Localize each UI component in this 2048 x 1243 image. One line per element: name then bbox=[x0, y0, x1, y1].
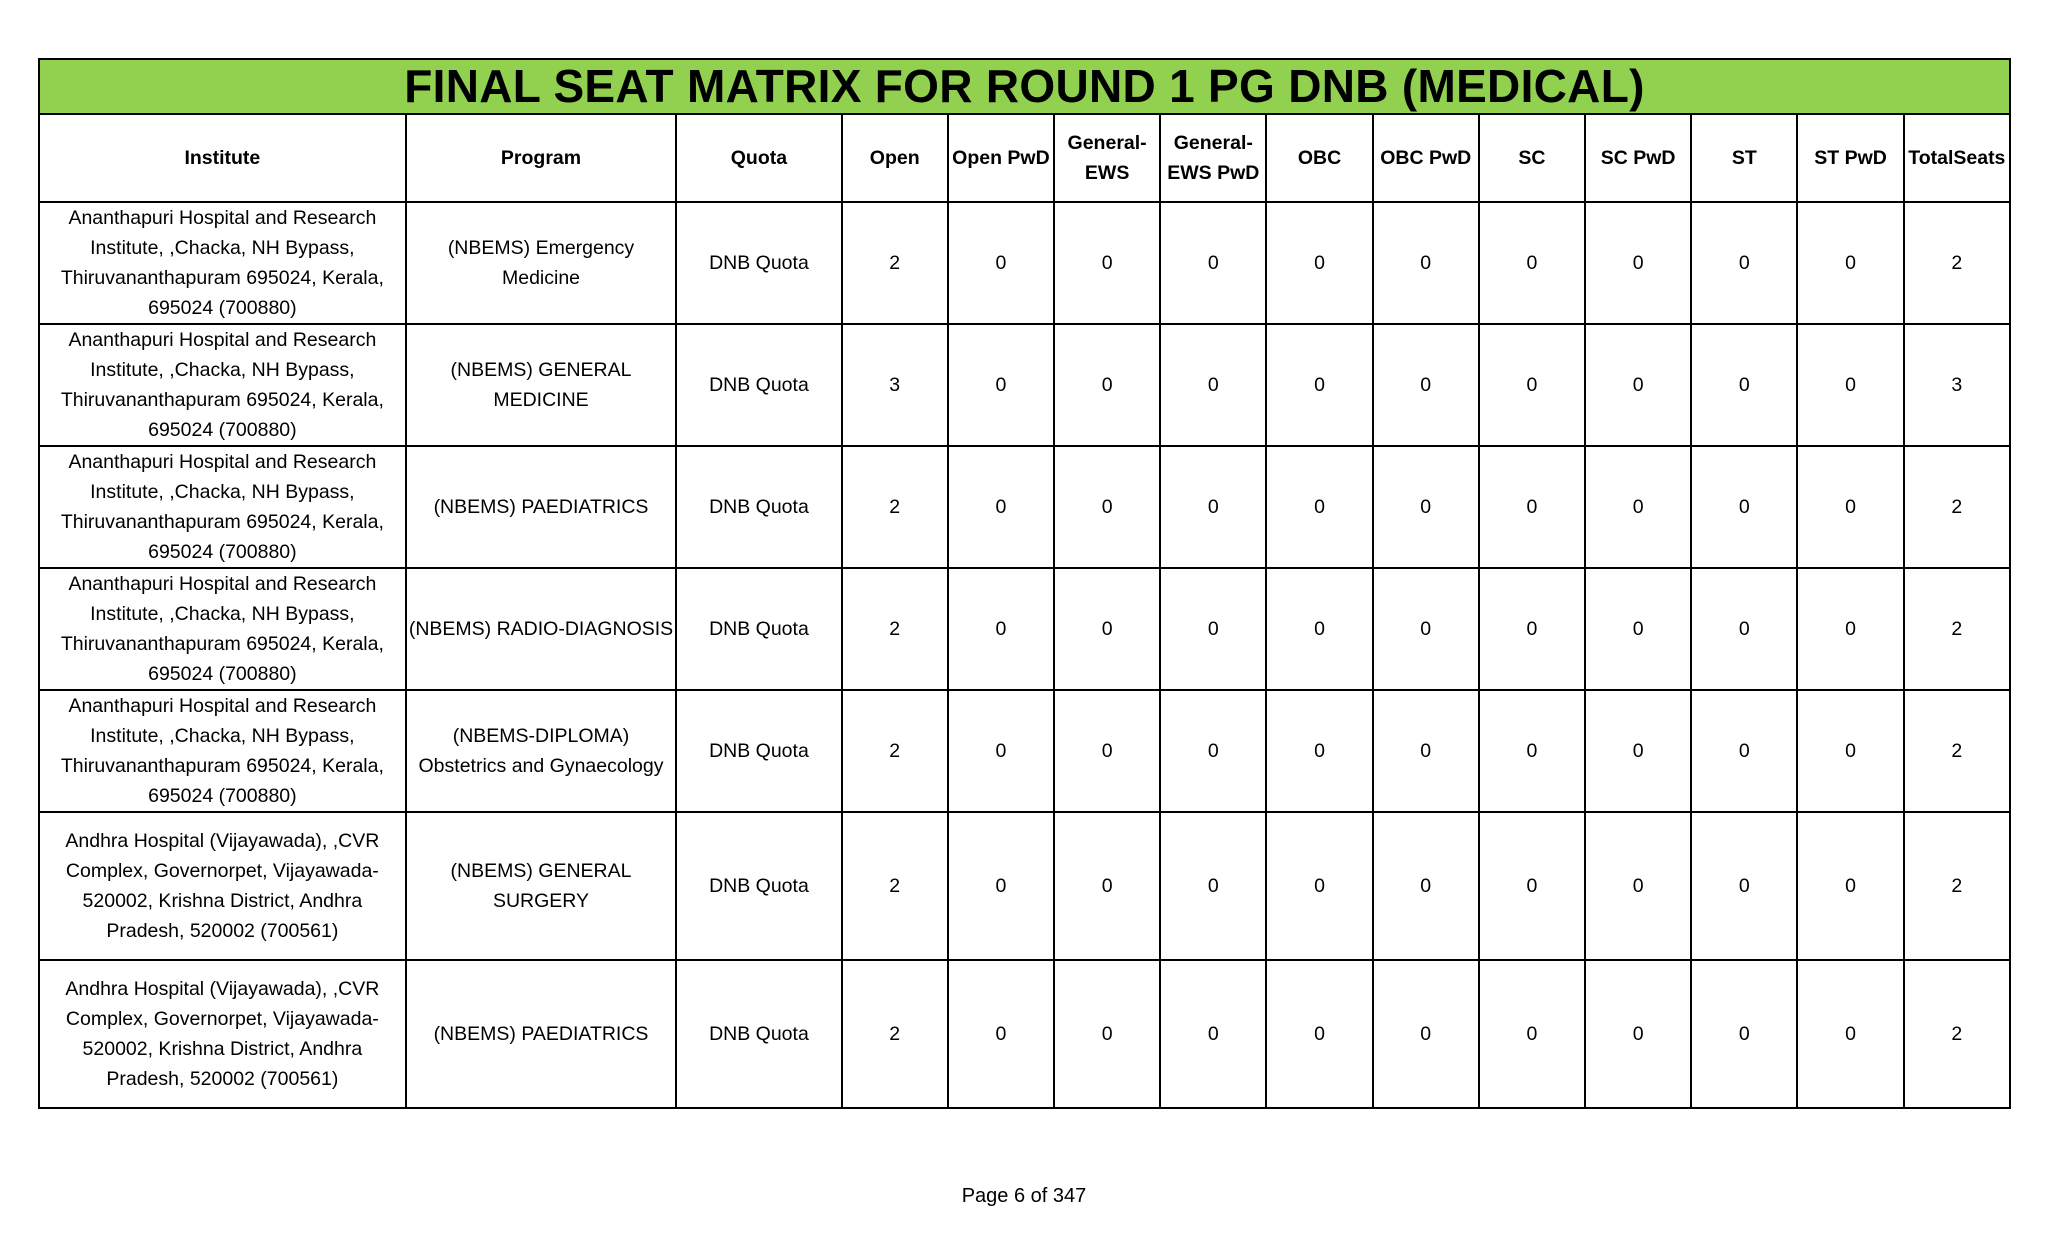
program-cell: (NBEMS) PAEDIATRICS bbox=[406, 960, 677, 1108]
quota-cell: DNB Quota bbox=[676, 812, 841, 960]
st-pwd-cell: 0 bbox=[1797, 812, 1903, 960]
page-number: Page 6 of 347 bbox=[961, 1185, 1087, 1207]
column-header-st-pwd: ST PwD bbox=[1797, 114, 1903, 202]
column-header-total-seats: TotalSeats bbox=[1904, 114, 2010, 202]
sc-pwd-cell: 0 bbox=[1585, 960, 1691, 1108]
table-title: FINAL SEAT MATRIX FOR ROUND 1 PG DNB (MEDICAL) bbox=[39, 59, 2010, 114]
sc-pwd-cell: 0 bbox=[1585, 324, 1691, 446]
general-ews-cell: 0 bbox=[1054, 568, 1160, 690]
open-cell: 2 bbox=[842, 446, 948, 568]
st-pwd-cell: 0 bbox=[1797, 202, 1903, 324]
institute-cell: Ananthapuri Hospital and Research Institute, ,Chacka, NH Bypass, Thiruvananthapuram 695024, Kerala, 695024 (700880) bbox=[39, 324, 406, 446]
column-header-sc: SC bbox=[1479, 114, 1585, 202]
sc-cell: 0 bbox=[1479, 812, 1585, 960]
table-row bbox=[39, 202, 2010, 324]
column-header-program: Program bbox=[406, 114, 677, 202]
sc-pwd-cell: 0 bbox=[1585, 446, 1691, 568]
sc-pwd-cell: 0 bbox=[1585, 812, 1691, 960]
total-seats-cell: 2 bbox=[1904, 568, 2010, 690]
total-seats-cell: 2 bbox=[1904, 446, 2010, 568]
obc-pwd-cell: 0 bbox=[1373, 568, 1479, 690]
obc-cell: 0 bbox=[1266, 568, 1372, 690]
column-header-open-pwd: Open PwD bbox=[948, 114, 1054, 202]
st-pwd-cell: 0 bbox=[1797, 568, 1903, 690]
open-cell: 2 bbox=[842, 568, 948, 690]
st-pwd-cell: 0 bbox=[1797, 960, 1903, 1108]
sc-cell: 0 bbox=[1479, 446, 1585, 568]
total-seats-cell: 2 bbox=[1904, 960, 2010, 1108]
sc-pwd-cell: 0 bbox=[1585, 690, 1691, 812]
general-ews-cell: 0 bbox=[1054, 202, 1160, 324]
open-cell: 2 bbox=[842, 690, 948, 812]
column-header-obc-pwd: OBC PwD bbox=[1373, 114, 1479, 202]
obc-pwd-cell: 0 bbox=[1373, 690, 1479, 812]
column-header-open: Open bbox=[842, 114, 948, 202]
quota-cell: DNB Quota bbox=[676, 202, 841, 324]
general-ews-pwd-cell: 0 bbox=[1160, 568, 1266, 690]
institute-cell: Ananthapuri Hospital and Research Institute, ,Chacka, NH Bypass, Thiruvananthapuram 695024, Kerala, 695024 (700880) bbox=[39, 202, 406, 324]
column-header-st: ST bbox=[1691, 114, 1797, 202]
program-cell: (NBEMS-DIPLOMA) Obstetrics and Gynaecology bbox=[406, 690, 677, 812]
sc-cell: 0 bbox=[1479, 960, 1585, 1108]
obc-pwd-cell: 0 bbox=[1373, 324, 1479, 446]
program-cell: (NBEMS) RADIO-DIAGNOSIS bbox=[406, 568, 677, 690]
column-header-quota: Quota bbox=[676, 114, 841, 202]
institute-cell: Ananthapuri Hospital and Research Institute, ,Chacka, NH Bypass, Thiruvananthapuram 695024, Kerala, 695024 (700880) bbox=[39, 690, 406, 812]
obc-cell: 0 bbox=[1266, 446, 1372, 568]
st-cell: 0 bbox=[1691, 960, 1797, 1108]
header-row bbox=[39, 114, 2010, 202]
table-row bbox=[39, 690, 2010, 812]
sc-pwd-cell: 0 bbox=[1585, 568, 1691, 690]
open-cell: 2 bbox=[842, 812, 948, 960]
total-seats-cell: 2 bbox=[1904, 202, 2010, 324]
quota-cell: DNB Quota bbox=[676, 960, 841, 1108]
institute-cell: Andhra Hospital (Vijayawada), ,CVR Complex, Governorpet, Vijayawada-520002, Krishna District, Andhra Pradesh, 520002 (700561) bbox=[39, 812, 406, 960]
column-header-general-ews: General-EWS bbox=[1054, 114, 1160, 202]
quota-cell: DNB Quota bbox=[676, 568, 841, 690]
program-cell: (NBEMS) Emergency Medicine bbox=[406, 202, 677, 324]
institute-cell: Ananthapuri Hospital and Research Institute, ,Chacka, NH Bypass, Thiruvananthapuram 695024, Kerala, 695024 (700880) bbox=[39, 446, 406, 568]
total-seats-cell: 2 bbox=[1904, 812, 2010, 960]
table-row bbox=[39, 568, 2010, 690]
open-pwd-cell: 0 bbox=[948, 812, 1054, 960]
general-ews-cell: 0 bbox=[1054, 960, 1160, 1108]
column-header-general-ews-pwd: General-EWS PwD bbox=[1160, 114, 1266, 202]
st-cell: 0 bbox=[1691, 568, 1797, 690]
general-ews-cell: 0 bbox=[1054, 690, 1160, 812]
open-pwd-cell: 0 bbox=[948, 324, 1054, 446]
st-cell: 0 bbox=[1691, 446, 1797, 568]
obc-pwd-cell: 0 bbox=[1373, 812, 1479, 960]
seat-matrix-sheet bbox=[38, 58, 2011, 1109]
institute-cell: Andhra Hospital (Vijayawada), ,CVR Complex, Governorpet, Vijayawada-520002, Krishna District, Andhra Pradesh, 520002 (700561) bbox=[39, 960, 406, 1108]
quota-cell: DNB Quota bbox=[676, 446, 841, 568]
sc-cell: 0 bbox=[1479, 202, 1585, 324]
open-pwd-cell: 0 bbox=[948, 446, 1054, 568]
open-pwd-cell: 0 bbox=[948, 202, 1054, 324]
quota-cell: DNB Quota bbox=[676, 324, 841, 446]
sc-cell: 0 bbox=[1479, 324, 1585, 446]
st-cell: 0 bbox=[1691, 690, 1797, 812]
open-cell: 3 bbox=[842, 324, 948, 446]
table-row bbox=[39, 960, 2010, 1108]
open-pwd-cell: 0 bbox=[948, 690, 1054, 812]
general-ews-pwd-cell: 0 bbox=[1160, 324, 1266, 446]
obc-cell: 0 bbox=[1266, 812, 1372, 960]
program-cell: (NBEMS) PAEDIATRICS bbox=[406, 446, 677, 568]
program-cell: (NBEMS) GENERAL MEDICINE bbox=[406, 324, 677, 446]
st-cell: 0 bbox=[1691, 202, 1797, 324]
obc-pwd-cell: 0 bbox=[1373, 446, 1479, 568]
general-ews-pwd-cell: 0 bbox=[1160, 960, 1266, 1108]
st-cell: 0 bbox=[1691, 324, 1797, 446]
seat-matrix-table bbox=[38, 58, 2011, 1109]
general-ews-cell: 0 bbox=[1054, 812, 1160, 960]
general-ews-pwd-cell: 0 bbox=[1160, 446, 1266, 568]
general-ews-pwd-cell: 0 bbox=[1160, 202, 1266, 324]
table-row bbox=[39, 446, 2010, 568]
sc-cell: 0 bbox=[1479, 568, 1585, 690]
obc-cell: 0 bbox=[1266, 202, 1372, 324]
column-header-obc: OBC bbox=[1266, 114, 1372, 202]
obc-cell: 0 bbox=[1266, 324, 1372, 446]
general-ews-cell: 0 bbox=[1054, 446, 1160, 568]
st-pwd-cell: 0 bbox=[1797, 690, 1903, 812]
obc-pwd-cell: 0 bbox=[1373, 960, 1479, 1108]
open-pwd-cell: 0 bbox=[948, 960, 1054, 1108]
sc-cell: 0 bbox=[1479, 690, 1585, 812]
general-ews-pwd-cell: 0 bbox=[1160, 812, 1266, 960]
open-cell: 2 bbox=[842, 202, 948, 324]
column-header-sc-pwd: SC PwD bbox=[1585, 114, 1691, 202]
table-row bbox=[39, 324, 2010, 446]
total-seats-cell: 3 bbox=[1904, 324, 2010, 446]
column-header-institute: Institute bbox=[39, 114, 406, 202]
general-ews-pwd-cell: 0 bbox=[1160, 690, 1266, 812]
table-row bbox=[39, 812, 2010, 960]
open-pwd-cell: 0 bbox=[948, 568, 1054, 690]
program-cell: (NBEMS) GENERAL SURGERY bbox=[406, 812, 677, 960]
quota-cell: DNB Quota bbox=[676, 690, 841, 812]
obc-pwd-cell: 0 bbox=[1373, 202, 1479, 324]
st-pwd-cell: 0 bbox=[1797, 324, 1903, 446]
total-seats-cell: 2 bbox=[1904, 690, 2010, 812]
obc-cell: 0 bbox=[1266, 960, 1372, 1108]
sc-pwd-cell: 0 bbox=[1585, 202, 1691, 324]
st-pwd-cell: 0 bbox=[1797, 446, 1903, 568]
obc-cell: 0 bbox=[1266, 690, 1372, 812]
institute-cell: Ananthapuri Hospital and Research Institute, ,Chacka, NH Bypass, Thiruvananthapuram 695024, Kerala, 695024 (700880) bbox=[39, 568, 406, 690]
general-ews-cell: 0 bbox=[1054, 324, 1160, 446]
open-cell: 2 bbox=[842, 960, 948, 1108]
st-cell: 0 bbox=[1691, 812, 1797, 960]
